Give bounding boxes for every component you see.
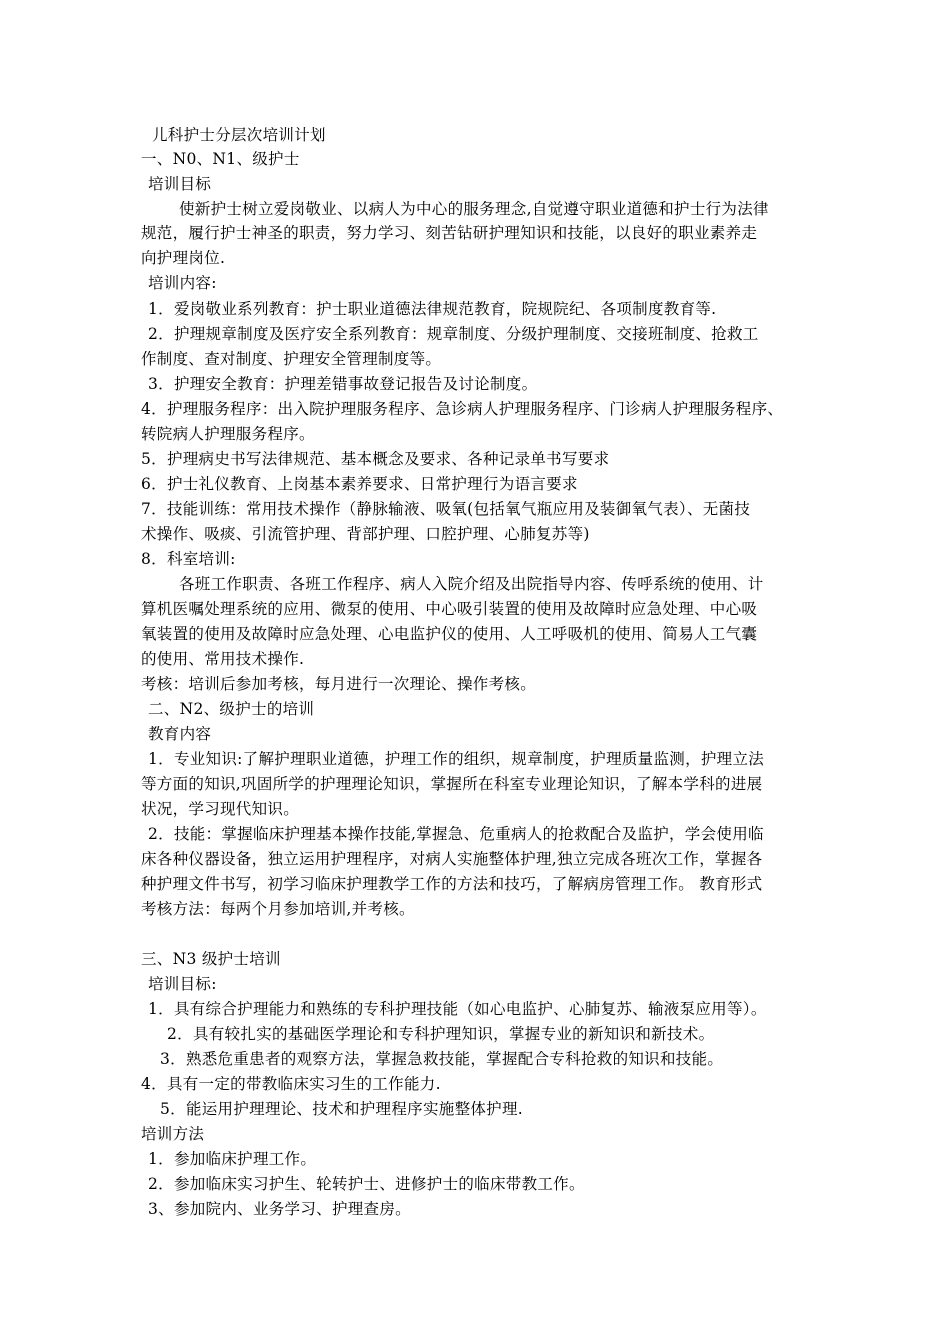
list-item: 5．护理病史书写法律规范、基本概念及要求、各种记录单书写要求 [141, 450, 610, 468]
section-heading-n3: 三、N3 级护士培训 [141, 950, 281, 968]
assessment-line: 考核方法：每两个月参加培训,并考核。 [141, 900, 415, 918]
list-item-continuation: 等方面的知识,巩固所学的护理理论知识，掌握所在科室专业理论知识，了解本学科的进展 [141, 775, 763, 793]
list-item: 2．护理规章制度及医疗安全系列教育：规章制度、分级护理制度、交接班制度、抢救工 [148, 325, 759, 343]
list-item: 2．具有较扎实的基础医学理论和专科护理知识，掌握专业的新知识和新技术。 [167, 1025, 715, 1043]
list-item: 4．具有一定的带教临床实习生的工作能力. [141, 1075, 441, 1093]
list-item: 6．护士礼仪教育、上岗基本素养要求、日常护理行为语言要求 [141, 475, 578, 493]
paragraph-line: 氧装置的使用及故障时应急处理、心电监护仪的使用、人工呼吸机的使用、简易人工气囊 [141, 625, 758, 643]
paragraph-line: 使新护士树立爱岗敬业、以病人为中心的服务理念,自觉遵守职业道德和护士行为法律 [179, 200, 769, 218]
list-item: 8．科室培训: [141, 550, 236, 568]
paragraph-line: 向护理岗位. [141, 249, 226, 267]
list-item: 7．技能训练：常用技术操作（静脉输液、吸氧(包括氧气瓶应用及装御氧气表）、无菌技 [141, 500, 751, 518]
list-item-continuation: 状况，学习现代知识。 [141, 800, 300, 818]
list-item: 1．专业知识:了解护理职业道德，护理工作的组织，规章制度，护理质量监测，护理立法 [148, 750, 765, 768]
list-item-continuation: 床各种仪器设备，独立运用护理程序，对病人实施整体护理,独立完成各班次工作，掌握各 [141, 850, 763, 868]
paragraph-line: 算机医嘱处理系统的应用、微泵的使用、中心吸引装置的使用及故障时应急处理、中心吸 [141, 600, 758, 618]
section-heading-n2: 二、N2、级护士的培训 [148, 700, 315, 718]
list-item: 2．参加临床实习护生、轮转护士、进修护士的临床带教工作。 [148, 1175, 585, 1193]
subheading-training-method: 培训方法 [141, 1125, 205, 1143]
subheading-training-content: 培训内容: [148, 274, 217, 292]
assessment-line: 考核：培训后参加考核，每月进行一次理论、操作考核。 [141, 675, 537, 693]
list-item: 1．具有综合护理能力和熟练的专科护理技能（如心电监护、心肺复苏、输液泵应用等）。 [148, 1000, 767, 1018]
list-item-continuation: 种护理文件书写，初学习临床护理教学工作的方法和技巧，了解病房管理工作。 教育形式 [141, 875, 763, 893]
subheading-training-goal: 培训目标 [148, 175, 212, 193]
paragraph-line: 的使用、常用技术操作. [141, 650, 305, 668]
paragraph-line: 各班工作职责、各班工作程序、病人入院介绍及出院指导内容、传呼系统的使用、计 [179, 575, 764, 593]
subheading-training-goal: 培训目标: [148, 975, 217, 993]
subheading-education-content: 教育内容 [148, 725, 212, 743]
paragraph-line: 规范，履行护士神圣的职责，努力学习、刻苦钻研护理知识和技能，以良好的职业素养走 [141, 224, 758, 242]
list-item-continuation: 作制度、查对制度、护理安全管理制度等。 [141, 350, 442, 368]
document-title: 儿科护士分层次培训计划 [152, 126, 326, 144]
list-item: 1．参加临床护理工作。 [148, 1150, 317, 1168]
list-item: 1．爱岗敬业系列教育：护士职业道德法律规范教育，院规院纪、各项制度教育等. [148, 300, 717, 318]
list-item: 3、参加院内、业务学习、护理查房。 [148, 1200, 411, 1218]
list-item-continuation: 转院病人护理服务程序。 [141, 425, 315, 443]
section-heading-n0-n1: 一、N0、N1、级护士 [141, 150, 300, 168]
list-item: 5．能运用护理理论、技术和护理程序实施整体护理. [160, 1100, 523, 1118]
list-item: 4．护理服务程序：出入院护理服务程序、急诊病人护理服务程序、门诊病人护理服务程序、 [141, 400, 784, 418]
list-item: 3．护理安全教育：护理差错事故登记报告及讨论制度。 [148, 375, 538, 393]
list-item: 2．技能：掌握临床护理基本操作技能,掌握急、危重病人的抢救配合及监护，学会使用临 [148, 825, 764, 843]
list-item-continuation: 术操作、吸痰、引流管护理、背部护理、口腔护理、心肺复苏等) [141, 525, 590, 543]
list-item: 3．熟悉危重患者的观察方法，掌握急救技能，掌握配合专科抢救的知识和技能。 [160, 1050, 724, 1068]
